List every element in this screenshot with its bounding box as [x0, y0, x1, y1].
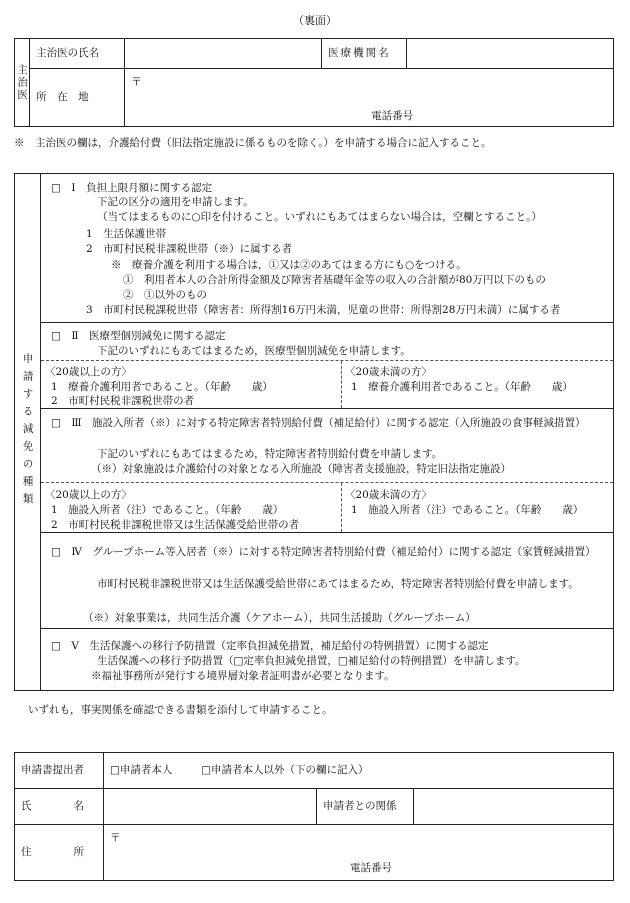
section-3-conditions	[41, 482, 613, 532]
section-3-left-head: 〈20歳以上の方〉	[45, 489, 132, 501]
section-4-note: （※）対象事業は，共同生活介護（ケアホーム），共同生活援助（グループホーム）	[83, 612, 476, 624]
submitter-options	[104, 753, 614, 789]
doctor-address-field[interactable]	[125, 69, 614, 127]
doctor-address-label: 所 在 地	[30, 69, 125, 127]
section-2-title[interactable]: □ Ⅱ 医療型個別減免に関する認定	[51, 330, 226, 342]
section-2	[41, 322, 613, 360]
postal-mark: 〒	[110, 832, 121, 844]
reduction-box	[14, 173, 614, 691]
doctor-table	[14, 38, 614, 127]
section-1-option[interactable]: 1 生活保護世帯	[86, 228, 167, 240]
submitter-address-label: 住 所	[15, 825, 104, 881]
section-5-title[interactable]: □ Ⅴ 生活保護への移行予防措置（定率負担減免措置，補足給付の特例措置）に関する認定	[51, 640, 489, 652]
section-1-option[interactable]: 3 市町村民税課税世帯（障害者：所得割16万円未満，児童の世帯：所得割28万円未満）に属する者	[86, 304, 561, 316]
section-1-note: ※ 療養介護を利用する場合は，①又は②のあてはまる方にも○をつける。	[111, 259, 467, 271]
section-1-line: （当てはまるものに○印を付けること。いずれにもあてはまらない場合は，空欄とすること。）	[97, 211, 542, 223]
section-2-left-item: 2 市町村民税非課税世帯の者	[51, 395, 195, 407]
section-2-line: 下記のいずれにもあてはまるため，医療型個別減免を申請します。	[97, 345, 411, 357]
submitter-name-label: 氏 名	[15, 789, 104, 825]
section-4	[41, 532, 613, 628]
section-1-line: 下記の区分の適用を申請します。	[97, 196, 254, 208]
relation-field[interactable]	[414, 789, 614, 825]
section-2-conditions	[41, 360, 613, 408]
section-4-line: 市町村民税非課税世帯又は生活保護受給世帯にあてはまるため，特定障害者特別給付費を申請します。	[97, 578, 579, 590]
submitter-name-field[interactable]	[104, 789, 317, 825]
section-2-left-item: 1 療養介護利用者であること。（年齢 歳）	[51, 381, 273, 393]
section-2-left-head: 〈20歳以上の方〉	[45, 366, 132, 378]
section-1-option[interactable]: ② ①以外のもの	[123, 289, 207, 301]
doctor-phone-label: 電話番号	[371, 110, 414, 122]
section-3-right-head: 〈20歳未満の方〉	[345, 489, 432, 501]
section-3-line: 下記のいずれにもあてはまるため，特定障害者特別給付費を申請します。	[97, 448, 443, 460]
section-3-right-item: 1 施設入所者（注）であること。（年齢 歳）	[351, 504, 584, 516]
section-1-option[interactable]: ① 利用者本人の合計所得金額及び障害者基礎年金等の収入の合計額が80万円以下のもの	[123, 274, 546, 286]
section-1	[41, 174, 613, 322]
relation-label: 申請者との関係	[317, 789, 414, 825]
section-3	[41, 408, 613, 482]
section-2-right-item: 1 療養介護利用者であること。（年齢 歳）	[351, 381, 573, 393]
section-3-note: （※）対象施設は介護給付の対象となる入所施設（障害者支援施設，特定旧法指定施設）	[91, 463, 511, 475]
doctor-name-field[interactable]	[125, 39, 322, 69]
submitter-label: 申請書提出者	[15, 753, 104, 789]
section-5-note: ※福祉事務所が発行する境界層対象者証明書が必要となります。	[91, 670, 395, 682]
submitter-address-field[interactable]	[104, 825, 614, 881]
section-4-title[interactable]: □ Ⅳ グループホーム等入居者（※）に対する特定障害者特別給付費（補足給付）に関する認定（家賃軽減措置）	[51, 546, 596, 558]
section-3-title[interactable]: □ Ⅲ 施設入所者（※）に対する特定障害者特別給付費（補足給付）に関する認定（入所施設の食事軽減措置）	[51, 417, 586, 429]
section-3-left-item: 2 市町村民税非課税世帯又は生活保護受給世帯の者	[51, 519, 300, 531]
doctor-name-label: 主治医の氏名	[30, 39, 125, 69]
section-3-left-item: 1 施設入所者（注）であること。（年齢 歳）	[51, 504, 284, 516]
institution-field[interactable]	[407, 39, 614, 69]
attach-note: いずれも，事実関係を確認できる書類を添付して申請すること。	[28, 704, 333, 716]
doctor-note: ※ 主治医の欄は，介護給付費（旧法指定施設に係るものを除く。）を申請する場合に記入すること。	[14, 137, 492, 149]
section-5-line[interactable]: 生活保護への移行予防措置（□定率負担減免措置，□補足給付の特例措置）を申請します。	[97, 655, 526, 667]
section-2-right-head: 〈20歳未満の方〉	[345, 366, 432, 378]
submitter-table	[14, 752, 614, 881]
postal-mark: 〒	[131, 76, 142, 88]
reduction-side-label: 申請する減免の種類	[15, 174, 41, 690]
section-5	[41, 628, 613, 690]
submitter-other-checkbox[interactable]: □申請者本人以外（下の欄に記入）	[201, 764, 369, 777]
section-1-option[interactable]: 2 市町村民税非課税世帯（※）に属する者	[86, 243, 293, 255]
institution-label: 医療機関名	[322, 39, 407, 69]
submitter-phone-label: 電話番号	[350, 862, 392, 874]
section-1-title[interactable]: □ Ⅰ 負担上限月額に関する認定	[51, 182, 213, 194]
doctor-side-label: 主治医	[15, 39, 30, 127]
submitter-self-checkbox[interactable]: □申請者本人	[110, 764, 173, 777]
page-title: （裏面）	[293, 14, 337, 27]
